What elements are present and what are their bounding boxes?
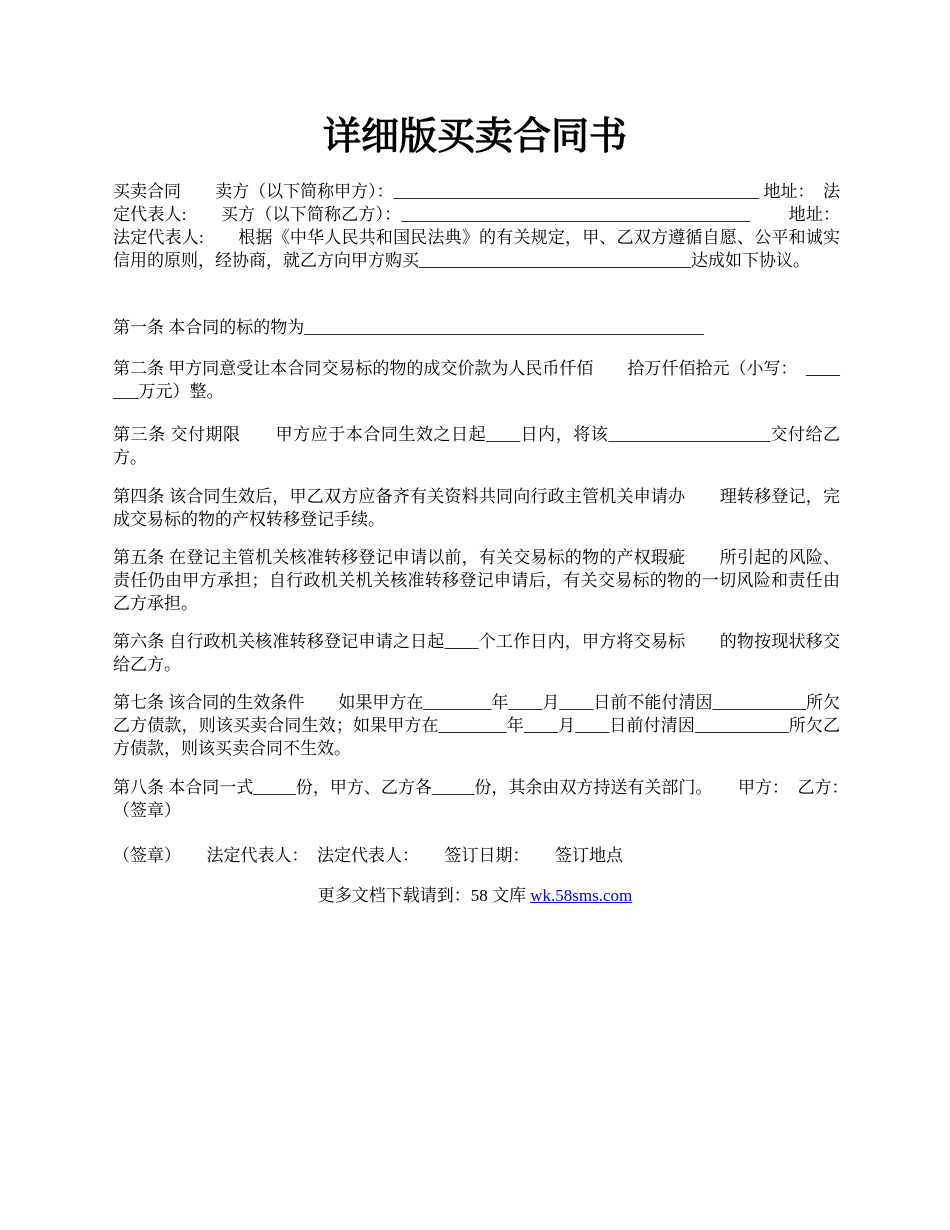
document-title: 详细版买卖合同书: [322, 114, 627, 158]
contract-intro-paragraph: 买卖合同 卖方（以下简称甲方）：___________________________________________ 地址： 法定代表人: 买方（以下简称乙方）：_________________________________________ 地址： 法定代表人: 根据《中华人民共和国民法典》的有关规定，甲、乙双方遵循自愿、公平和诚实信用的原则，经协商，就乙方向甲方购买________________________________达成如下协议。: [113, 182, 849, 270]
signature-line: （签章） 法定代表人： 法定代表人： 签订日期： 签订地点: [113, 846, 623, 865]
article-2-paragraph: 第二条 甲方同意受让本合同交易标的物的成交价款为人民币仟佰 拾万仟佰拾元（小写： _______万元）整。: [113, 359, 840, 401]
article-5-paragraph: 第五条 在登记主管机关核准转移登记申请以前，有关交易标的物的产权瑕疵 所引起的风险、责任仍由甲方承担；自行政机关机关核准转移登记申请后，有关交易标的物的一切风险和责任由乙方承担。: [113, 548, 840, 613]
footer-link[interactable]: wk.58sms.com: [530, 886, 633, 905]
article-3-paragraph: 第三条 交付期限 甲方应于本合同生效之日起____日内，将该___________________交付给乙方。: [113, 425, 840, 467]
article-1-paragraph: 第一条 本合同的标的物为_______________________________________________: [113, 318, 704, 337]
article-7-paragraph: 第七条 该合同的生效条件 如果甲方在________年____月____日前不能付清因___________所欠乙方债款，则该买卖合同生效；如果甲方在________年____月____日前付清因___________所欠乙方债款，则该买卖合同不生效。: [113, 693, 840, 758]
article-8-paragraph: 第八条 本合同一式_____份，甲方、乙方各_____份，其余由双方持送有关部门。 甲方： 乙方： （签章）: [113, 778, 874, 820]
article-4-paragraph: 第四条 该合同生效后，甲乙双方应备齐有关资料共同向行政主管机关申请办 理转移登记，完成交易标的物的产权转移登记手续。: [113, 487, 840, 529]
footer-text: 更多文档下载请到：58 文库: [317, 886, 531, 905]
footer-note: [0, 884, 950, 907]
article-6-paragraph: 第六条 自行政机关核准转移登记申请之日起____个工作日内，甲方将交易标 的物按现状移交给乙方。: [113, 632, 840, 674]
